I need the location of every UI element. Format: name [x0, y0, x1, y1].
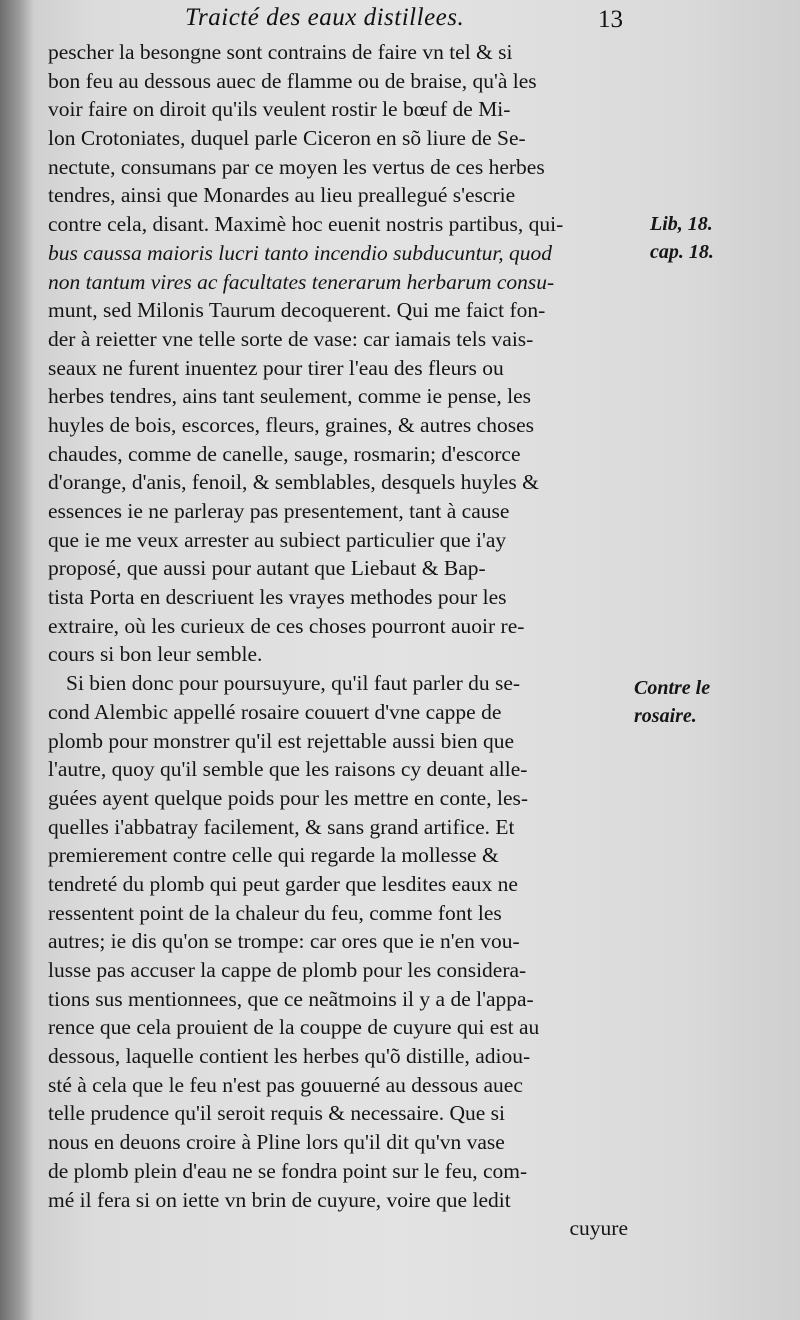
- text-line: contre cela, disant. Maximè hoc euenit nostris partibus, qui-: [48, 212, 564, 237]
- text-line: essences ie ne parleray pas presentement, tant à cause: [48, 499, 510, 523]
- page-gutter-shadow: [0, 0, 34, 1320]
- text-line: bon feu au dessous auec de flamme ou de braise, qu'à les: [48, 68, 537, 93]
- margin-note-topic: [634, 674, 710, 730]
- text-line: mé il fera si on iette vn brin de cuyure, voire que ledit: [48, 1187, 511, 1212]
- margin-note-line: rosaire.: [634, 705, 697, 727]
- text-line: pescher la besongne sont contrains de faire vn tel & si: [48, 40, 513, 64]
- page-number: 13: [598, 6, 623, 33]
- text-line: rence que cela prouient de la couppe de cuyure qui est au: [48, 1015, 540, 1040]
- text-line: premierement contre celle qui regarde la mollesse &: [48, 843, 499, 868]
- text-line: tendres, ainsi que Monardes au lieu preallegué s'escrie: [48, 183, 516, 208]
- text-line: d'orange, d'anis, fenoil, & semblables, desquels huyles &: [48, 470, 539, 495]
- text-line: Si bien donc pour poursuyure, qu'il faut parler du se-: [66, 671, 521, 696]
- text-line: lusse pas accuser la cappe de plomb pour les considera-: [48, 958, 527, 982]
- margin-note-line: Lib, 18.: [650, 213, 713, 235]
- text-line: cours si bon leur semble.: [48, 642, 263, 667]
- text-line: telle prudence qu'il seroit requis & necessaire. Que si: [48, 1101, 506, 1126]
- text-line: der à reietter vne telle sorte de vase: car iamais tels vais-: [48, 326, 534, 351]
- text-line: cond Alembic appellé rosaire couuert d'vne cappe de: [48, 699, 502, 724]
- text-line: voir faire on diroit qu'ils veulent rostir le bœuf de Mi-: [48, 97, 511, 122]
- text-line: extraire, où les curieux de ces choses pourront auoir re-: [48, 613, 525, 638]
- margin-note-line: cap. 18.: [650, 241, 714, 263]
- text-line: sté à cela que le feu n'est pas gouuerné au dessous auec: [48, 1072, 523, 1097]
- text-line: tions sus mentionnees, que ce neãtmoins il y a de l'appa-: [48, 986, 534, 1011]
- text-line: nectute, consumans par ce moyen les vertus de ces herbes: [48, 154, 545, 179]
- text-line: nous en deuons croire à Pline lors qu'il dit qu'vn vase: [48, 1130, 505, 1155]
- text-line: non tantum vires ac facultates tenerarum herbarum consu-: [48, 269, 555, 294]
- text-line: plomb pour monstrer qu'il est rejettable aussi bien que: [48, 728, 515, 753]
- text-line: bus caussa maioris lucri tanto incendio subducuntur, quod: [48, 240, 553, 265]
- body-text: [48, 38, 628, 1243]
- text-line: ressentent point de la chaleur du feu, comme font les: [48, 900, 502, 925]
- text-line: proposé, que aussi pour autant que Liebaut & Bap-: [48, 556, 486, 581]
- margin-note-citation: [650, 210, 714, 266]
- running-title: Traicté des eaux distillees.: [185, 4, 465, 31]
- text-line: huyles de bois, escorces, fleurs, graines, & autres choses: [48, 412, 534, 437]
- text-line: quelles i'abbatray facilement, & sans grand artifice. Et: [48, 814, 515, 839]
- running-header: [0, 4, 800, 38]
- text-line: munt, sed Milonis Taurum decoquerent. Qui me faict fon-: [48, 298, 546, 323]
- text-line: tendreté du plomb qui peut garder que lesdites eaux ne: [48, 871, 518, 896]
- text-line: seaux ne furent inuentez pour tirer l'eau des fleurs ou: [48, 355, 504, 380]
- text-line: herbes tendres, ains tant seulement, comme ie pense, les: [48, 384, 531, 409]
- text-line: l'autre, quoy qu'il semble que les raisons cy deuant alle-: [48, 757, 528, 782]
- text-line: lon Crotoniates, duquel parle Ciceron en sõ liure de Se-: [48, 126, 526, 151]
- text-line: que ie me veux arrester au subiect particulier que i'ay: [48, 527, 507, 552]
- catchword: cuyure: [569, 1216, 628, 1241]
- text-line: chaudes, comme de canelle, sauge, rosmarin; d'escorce: [48, 441, 521, 466]
- text-line: dessous, laquelle contient les herbes qu'õ distille, adiou-: [48, 1044, 531, 1069]
- margin-note-line: Contre le: [634, 677, 711, 699]
- text-line: de plomb plein d'eau ne se fondra point sur le feu, com-: [48, 1158, 528, 1183]
- text-line: guées ayent quelque poids pour les mettre en conte, les-: [48, 785, 529, 810]
- text-line: tista Porta en descriuent les vrayes methodes pour les: [48, 585, 507, 610]
- text-line: autres; ie dis qu'on se trompe: car ores que ie n'en vou-: [48, 929, 520, 954]
